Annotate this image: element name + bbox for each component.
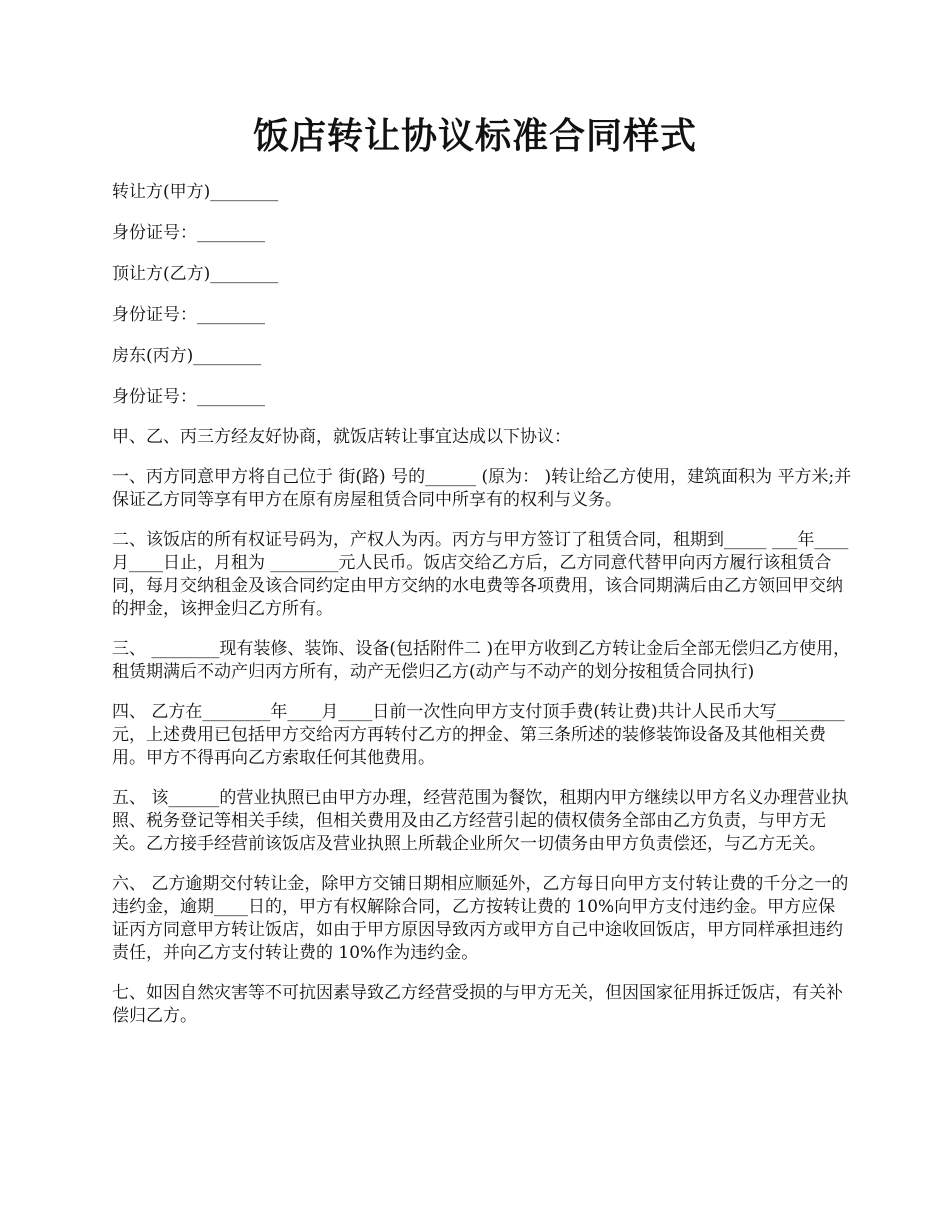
document-body xyxy=(112,180,852,1045)
clause-5: 五、 该______的营业执照已由甲方办理，经营范围为餐饮，租期内甲方继续以甲方名义办理营业执照、税务登记等相关手续，但相关费用及由乙方经营引起的债权债务全部由乙方负责，与甲方无关。乙方接手经营前该饭店及营业执照上所载企业所欠一切债务由甲方负责偿还，与乙方无关。 xyxy=(112,788,849,854)
clause-3: 三、 ________现有装修、装饰、设备(包括附件二 )在甲方收到乙方转让金后全部无偿归乙方使用，租赁期满后不动产归丙方所有，动产无偿归乙方(动产与不动产的划分按租赁合同执行) xyxy=(112,639,851,682)
party-transferor-id: 身份证号：________ xyxy=(112,223,265,243)
party-landlord: 房东(丙方)________ xyxy=(112,346,262,366)
clause-2: 二、该饭店的所有权证号码为，产权人为丙。丙方与甲方签订了租赁合同，租期到_____ ___年____月____日止，月租为 ________元人民币。饭店交给乙方后，乙方同意代替甲向丙方履行该租赁合同，每月交纳租金及该合同约定由甲方交纳的水电费等各项费用，该合同期满后由乙方领回甲交纳的押金，该押金归乙方所有。 xyxy=(112,530,849,619)
party-transferee: 顶让方(乙方)________ xyxy=(112,264,279,284)
clause-4: 四、 乙方在________年____月____日前一次性向甲方支付顶手费(转让费)共计人民币大写________ 元，上述费用已包括甲方交给丙方再转付乙方的押金、第三条所述的装修装饰设备及其他相关费用。甲方不得再向乙方索取任何其他费用。 xyxy=(112,702,845,768)
clause-6: 六、 乙方逾期交付转让金，除甲方交铺日期相应顺延外，乙方每日向甲方支付转让费的千分之一的违约金，逾期____日的，甲方有权解除合同，乙方按转让费的 10%向甲方支付违约金。甲方应保证丙方同意甲方转让饭店，如由于甲方原因导致丙方或甲方自己中途收回饭店，甲方同样承担违约责任，并向乙方支付转让费的 10%作为违约金。 xyxy=(112,874,849,963)
clause-7: 七、如因自然灾害等不可抗因素导致乙方经营受损的与甲方无关，但因国家征用拆迁饭店，有关补偿归乙方。 xyxy=(112,983,843,1026)
intro-paragraph: 甲、乙、丙三方经友好协商，就饭店转让事宜达成以下协议： xyxy=(112,427,571,447)
party-transferor: 转让方(甲方)________ xyxy=(112,182,279,202)
party-landlord-id: 身份证号：________ xyxy=(112,387,265,407)
party-transferee-id: 身份证号：________ xyxy=(112,305,265,325)
clause-1: 一、丙方同意甲方将自己位于 街(路) 号的______ (原为： )转让给乙方使用，建筑面积为 平方米;并保证乙方同等享有甲方在原有房屋租赁合同中所享有的权利与义务。 xyxy=(112,467,852,510)
document-title: 饭店转让协议标准合同样式 xyxy=(252,115,697,157)
